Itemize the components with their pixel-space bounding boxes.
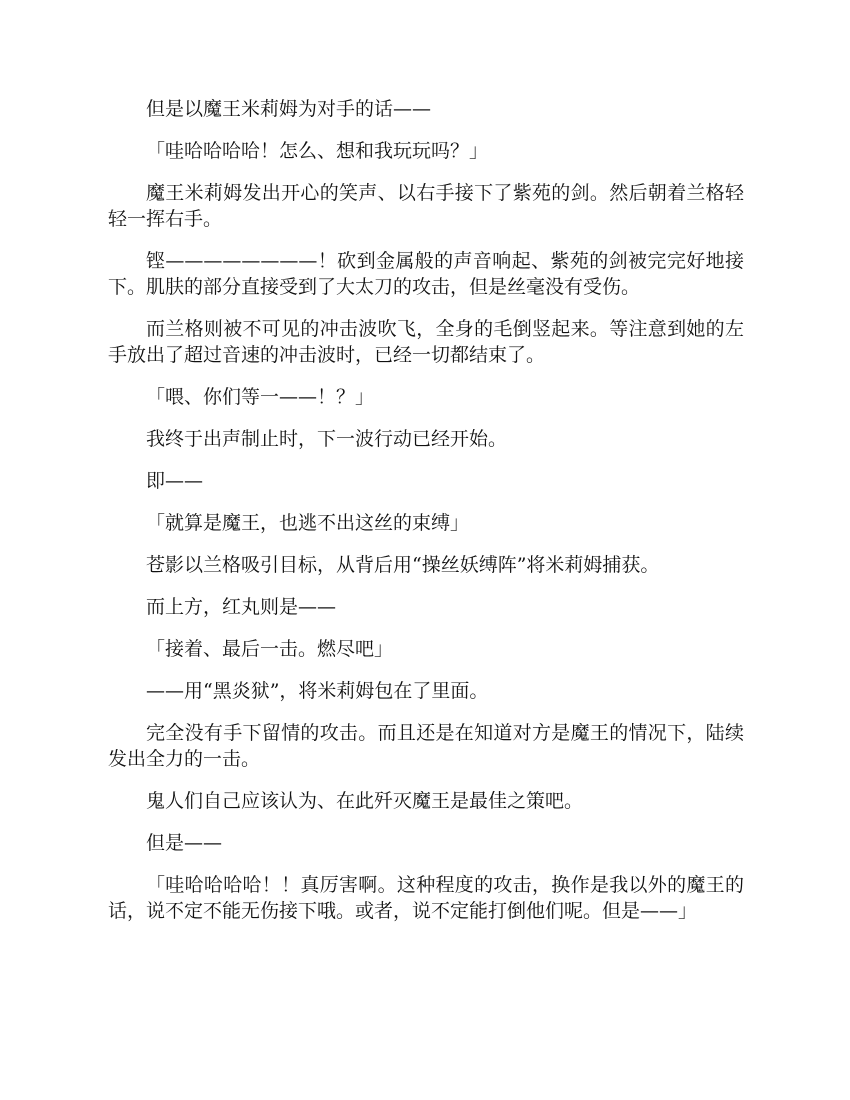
document-body <box>108 96 744 940</box>
paragraph-10: 苍影以兰格吸引目标，从背后用“操丝妖缚阵”将米莉姆捕获。 <box>146 554 660 576</box>
paragraph-1: 但是以魔王米莉姆为对手的话—— <box>146 98 432 120</box>
paragraph-4: 铿————————！砍到金属般的声音响起、紫苑的剑被完完好地接下。肌肤的部分直接受到了大太刀的攻击，但是丝毫没有受伤。 <box>108 250 744 298</box>
paragraph-15: 鬼人们自己应该认为、在此歼灭魔王是最佳之策吧。 <box>146 790 584 812</box>
paragraph-16: 但是—— <box>146 832 223 854</box>
paragraph-12: 「接着、最后一击。燃尽吧」 <box>146 638 394 660</box>
paragraph-17: 「哇哈哈哈哈！！真厉害啊。这种程度的攻击，换作是我以外的魔王的话，说不定不能无伤接下哦。或者，说不定能打倒他们呢。但是——」 <box>108 874 744 922</box>
paragraph-14: 完全没有手下留情的攻击。而且还是在知道对方是魔王的情况下，陆续发出全力的一击。 <box>108 722 744 770</box>
paragraph-5: 而兰格则被不可见的冲击波吹飞，全身的毛倒竖起来。等注意到她的左手放出了超过音速的冲击波时，已经一切都结束了。 <box>108 318 744 366</box>
paragraph-9: 「就算是魔王，也逃不出这丝的束缚」 <box>146 512 470 534</box>
paragraph-11: 而上方，红丸则是—— <box>146 596 337 618</box>
paragraph-13: ——用“黑炎狱”，将米莉姆包在了里面。 <box>146 680 489 702</box>
paragraph-7: 我终于出声制止时，下一波行动已经开始。 <box>146 428 508 450</box>
paragraph-8: 即—— <box>146 470 204 492</box>
paragraph-2: 「哇哈哈哈哈！怎么、想和我玩玩吗？」 <box>146 140 489 162</box>
paragraph-3: 魔王米莉姆发出开心的笑声、以右手接下了紫苑的剑。然后朝着兰格轻轻一挥右手。 <box>108 182 744 230</box>
paragraph-6: 「喂、你们等一——！？」 <box>146 386 375 408</box>
